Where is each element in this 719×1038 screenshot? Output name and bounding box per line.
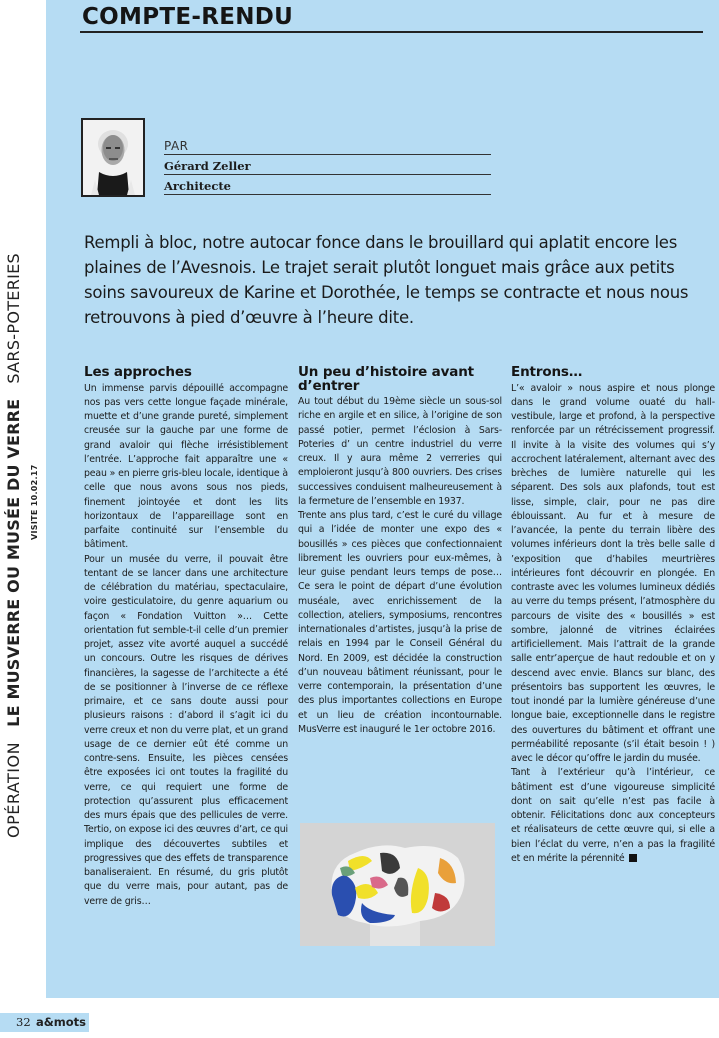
side-label xyxy=(4,253,23,838)
glass-sculpture-photo xyxy=(300,823,495,946)
paragraph: Pour un musée du verre, il pouvait être tentant de se lancer dans une architecture de célébration du matériau, spectaculaire, voire gesticulatoire, du genre aquarium ou façon « Fondation Vuitton »… Cette orientation fut semble-t-il celle d’un premier projet, assez vite avorté auquel a succédé un concours. Outre les risques de dérives financières, la sagesse de l’architecte a été de se positionner à l’inverse de ce réflexe primaire, et ce sans doute aussi pour plusieurs raisons : d’abord il s’agit ici du verre creux et non du verre plat, et un grand usage de ce dernier eût été comme un contre-sens. Ensuite, les pièces censées être exposées ici ont toutes la fragilité du verre, ce qui requiert une forme de protection qu’assurent plus efficacement des murs épais que des pellicules de verre. Tertio, on expose ici des œuvres d’art, ce qui implique des découvertes subtiles et progressives que des effets de transparence banaliseraient. En résumé, du gris plutôt que du verre mais, pour autant, pas de verre de gris… xyxy=(84,553,288,907)
rubric-title: COMPTE-RENDU xyxy=(82,4,294,30)
page-number: 32 xyxy=(16,1015,31,1029)
column-history xyxy=(298,366,502,737)
section-heading: Un peu d’histoire avant d’entrer xyxy=(298,364,474,394)
lead-paragraph: Rempli à bloc, notre autocar fonce dans le brouillard qui aplatit encore les plaines de l’Avesnois. Le trajet serait plutôt longuet mais grâce aux petits soins savoureux de Karine et Dorothée, le temps se contracte et nous nous retrouvons à pied d’œuvre à l’heure dite. xyxy=(84,233,689,327)
side-category: OPÉRATION xyxy=(4,741,23,838)
author-portrait xyxy=(81,118,145,197)
section-heading: Entrons… xyxy=(511,364,583,380)
paragraph: L’« avaloir » nous aspire et nous plonge dans le grand volume ouaté du hall-vestibule, large et profond, à la perspective renforcée par un rétrécissement progressif. Il invite à la visite des volumes qui s’y accrochent latéralement, alternant avec des brèches de lumière naturelle qui les séparent. Des sols aux plafonds, tout est lisse, simple, clair, pour ne pas dire éblouissant. Au fur et à mesure de l’avancée, la pente du terrain libère des volumes inférieurs dont la très belle salle d ’exposition que d’habiles meurtrières intérieures font découvrir en plongée. En contraste avec les volumes lumineux dédiés au verre du temps présent, l’atmosphère du parcours de visite des « bousillés » est sombre, jalonné de vitrines éclairées artificiellement. Mais l’attrait de la grande salle entr’aperçue de haut redouble et on y descend avec envie. Blancs sur blanc, des présentoirs bas supportent les œuvres, le tout inondé par la lumière généreuse d’une longue baie, exceptionnelle dans le registre des ouvertures du bâtiment et offrant une perméabilité reposante (s’il était besoin ! ) avec le décor qu’offre le jardin du musée. xyxy=(511,382,715,764)
page-folio xyxy=(0,1013,89,1032)
portrait-image xyxy=(83,120,143,195)
side-title: LE MUSVERRE OU MUSÉE DU VERRE xyxy=(4,398,23,727)
byline-prefix: PAR xyxy=(164,138,491,155)
paragraph-text: Tant à l’extérieur qu’à l’intérieur, ce bâtiment est d’une vigoureuse simplicité dont on sait qu’elle n’est pas facile à obtenir. Félicitations donc aux concepteurs et réalisateurs de cette œuvre qui, si elle a bien l’éclat du verre, n’en a pas la fragilité et en mérite la pérennité xyxy=(511,767,715,864)
column-approaches xyxy=(84,366,288,909)
author-role: Architecte xyxy=(164,178,491,195)
rubric-rule xyxy=(80,31,703,33)
paragraph: Un immense parvis dépouillé accompagne nos pas vers cette longue façade minérale, muette et d’une grande pureté, simplement creusée sur la gauche par une forme de grand avaloir qui flèche irrésistiblement l’entrée. L’approche fait apparaître une « peau » en pierre gris-bleu locale, identique à celle que nous avons sous nos pieds, finement jointoyée et dont les lits horizontaux de l’appareillage sont en parfaite continuité sur l’ensemble du bâtiment. xyxy=(84,382,288,551)
paragraph xyxy=(511,766,715,866)
publication-name: a&mots xyxy=(36,1015,87,1029)
column-entrons xyxy=(511,366,715,866)
paragraph: Au tout début du 19ème siècle un sous-sol riche en argile et en silice, à l’origine de son passé potier, permet l’éclosion à Sars-Poteries d’ un centre industriel du verre creux. Il y aura même 2 verreries qui emploieront jusqu’à 800 ouvriers. Des crises successives conduisent malheureusement à la fermeture de l’ensemble en 1937. xyxy=(298,396,502,507)
paragraph: Trente ans plus tard, c’est le curé du village qui a l’idée de monter une expo des « bousillés » ces pièces que confectionnaient librement les ouvriers pour eux-mêmes, à leur guise pendant leurs temps de pose… Ce sera le point de départ d’une évolution muséale, avec enrichissement de la collection, ateliers, symposiums, rencontres internationales d’artistes, jusqu’à la prise de relais en 1994 par le Conseil Général du Nord. En 2009, est décidée la construction d’un nouveau bâtiment réunissant, pour le verre contemporain, la présentation d’une des plus importantes collections en Europe et un lieu de création incontournable. MusVerre est inauguré le 1er octobre 2016. xyxy=(298,510,502,735)
visit-date: VISITE 10.02.17 xyxy=(30,464,39,540)
section-heading: Les approches xyxy=(84,364,192,380)
author-name: Gérard Zeller xyxy=(164,158,491,175)
sculpture-image xyxy=(300,823,495,946)
end-of-article-mark xyxy=(629,854,637,862)
side-place: SARS-POTERIES xyxy=(4,253,23,384)
